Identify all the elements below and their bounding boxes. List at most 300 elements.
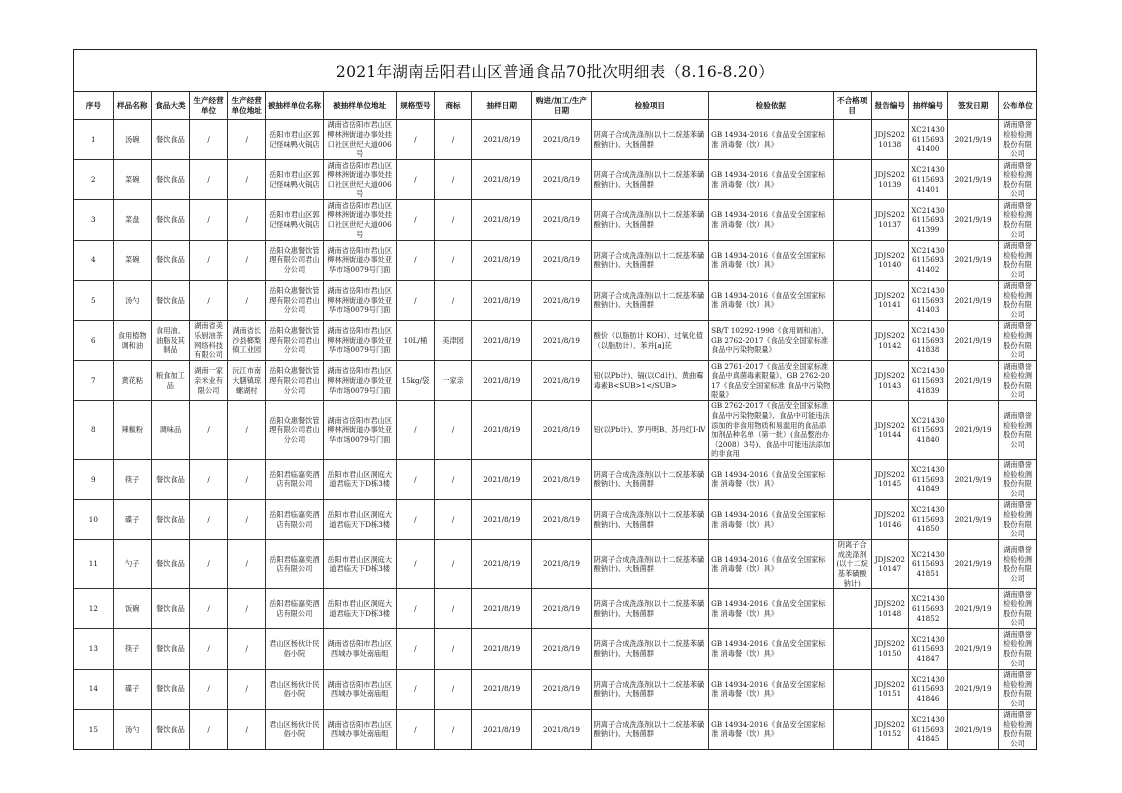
brand-cell: / <box>434 540 471 589</box>
sample-number-cell: XC21430611569341850 <box>908 500 947 540</box>
spec-model-cell: / <box>396 540 434 589</box>
sampled-unit-address-cell: 湖南省岳阳市君山区柳林洲街道办事处亚华市场0079号门面 <box>323 401 396 460</box>
test-items-cell: 铅(以Pb计)、罗丹明B、苏丹红Ⅰ-Ⅳ <box>591 401 708 460</box>
sample-name-cell: 筷子 <box>113 459 151 499</box>
sampled-unit-name-cell: 岳阳君临嘉奕酒店有限公司 <box>266 459 323 499</box>
sampling-date-cell: 2021/8/19 <box>472 500 532 540</box>
test-items-cell: 铅(以Pb计)、镉(以Cd计)、黄曲霉毒素B<SUB>1</SUB> <box>591 361 708 401</box>
table-row <box>74 589 1036 629</box>
sampled-unit-name-cell: 君山区杨伙计民俗小院 <box>266 709 323 749</box>
producer-address-cell: / <box>228 200 266 240</box>
failed-item-cell <box>833 459 871 499</box>
column-header: 被抽样单位名称 <box>266 92 323 120</box>
spec-model-cell: / <box>396 160 434 200</box>
table-row <box>74 629 1036 669</box>
brand-cell: 美津园 <box>434 320 471 360</box>
spec-model-cell: / <box>396 669 434 709</box>
column-header: 不合格项目 <box>833 92 871 120</box>
report-number-cell: JDJS20210140 <box>871 240 908 280</box>
test-basis-cell: GB 2762-2017《食品安全国家标准 食品中污染物限量》、食品中可能违法添加的非食用物质和易滥用的食品添加剂品种名单（第一批）(食品整治办（2008）3号)、食品中可能违法添加的非食用 <box>709 401 834 460</box>
spec-model-cell: / <box>396 401 434 460</box>
failed-item-cell <box>833 500 871 540</box>
table-row <box>74 401 1036 460</box>
failed-item-cell <box>833 401 871 460</box>
spec-model-cell: / <box>396 459 434 499</box>
producer-name-cell: 湖南一家亲米业有限公司 <box>189 361 227 401</box>
sample-number-cell: XC21430611569341840 <box>908 401 947 460</box>
producer-name-cell: / <box>189 280 227 320</box>
producer-address-cell: / <box>228 500 266 540</box>
sample-name-cell: 辣椒粉 <box>113 401 151 460</box>
table-body <box>74 120 1036 749</box>
test-items-cell: 阴离子合成洗涤剂(以十二烷基苯磺酸钠计)、大肠菌群 <box>591 540 708 589</box>
issue-date-cell: 2021/9/19 <box>948 120 999 160</box>
brand-cell: / <box>434 459 471 499</box>
sample-name-cell: 饭碗 <box>113 589 151 629</box>
brand-cell: / <box>434 589 471 629</box>
issue-date-cell: 2021/9/19 <box>948 459 999 499</box>
publisher-cell: 湖南鼎誉检验检测股份有限公司 <box>999 280 1036 320</box>
spec-model-cell: / <box>396 120 434 160</box>
test-basis-cell: GB 14934-2016《食品安全国家标准 消毒餐（饮）具》 <box>709 459 834 499</box>
column-header: 检验依据 <box>709 92 834 120</box>
row-number-cell: 13 <box>74 629 113 669</box>
brand-cell: / <box>434 160 471 200</box>
issue-date-cell: 2021/9/19 <box>948 200 999 240</box>
test-basis-cell: GB 14934-2016《食品安全国家标准 消毒餐（饮）具》 <box>709 709 834 749</box>
producer-address-cell: / <box>228 160 266 200</box>
row-number-cell: 3 <box>74 200 113 240</box>
sampling-date-cell: 2021/8/19 <box>472 120 532 160</box>
row-number-cell: 7 <box>74 361 113 401</box>
test-basis-cell: SB/T 10292-1998《食用调和油》、GB 2762-2017《食品安全国家标准 食品中污染物限量》 <box>709 320 834 360</box>
column-header: 检验项目 <box>591 92 708 120</box>
test-basis-cell: GB 14934-2016《食品安全国家标准 消毒餐（饮）具》 <box>709 589 834 629</box>
producer-address-cell: / <box>228 629 266 669</box>
sampled-unit-name-cell: 岳阳市君山区郭记怪味鸭火锅店 <box>266 160 323 200</box>
production-date-cell: 2021/8/19 <box>532 459 591 499</box>
sample-number-cell: XC21430611569341846 <box>908 669 947 709</box>
issue-date-cell: 2021/9/19 <box>948 240 999 280</box>
producer-name-cell: / <box>189 669 227 709</box>
table-row <box>74 240 1036 280</box>
sample-number-cell: XC21430611569341852 <box>908 589 947 629</box>
sample-name-cell: 菜碗 <box>113 160 151 200</box>
issue-date-cell: 2021/9/19 <box>948 589 999 629</box>
brand-cell: / <box>434 669 471 709</box>
test-items-cell: 阴离子合成洗涤剂(以十二烷基苯磺酸钠计)、大肠菌群 <box>591 200 708 240</box>
sample-number-cell: XC21430611569341399 <box>908 200 947 240</box>
test-basis-cell: GB 14934-2016《食品安全国家标准 消毒餐（饮）具》 <box>709 669 834 709</box>
row-number-cell: 12 <box>74 589 113 629</box>
producer-address-cell: / <box>228 589 266 629</box>
row-number-cell: 2 <box>74 160 113 200</box>
test-basis-cell: GB 14934-2016《食品安全国家标准 消毒餐（饮）具》 <box>709 540 834 589</box>
issue-date-cell: 2021/9/19 <box>948 280 999 320</box>
test-items-cell: 阴离子合成洗涤剂(以十二烷基苯磺酸钠计)、大肠菌群 <box>591 669 708 709</box>
issue-date-cell: 2021/9/19 <box>948 540 999 589</box>
failed-item-cell <box>833 709 871 749</box>
report-number-cell: JDJS20210145 <box>871 459 908 499</box>
food-category-cell: 餐饮食品 <box>151 589 189 629</box>
producer-address-cell: / <box>228 280 266 320</box>
column-header: 公布单位 <box>999 92 1036 120</box>
row-number-cell: 8 <box>74 401 113 460</box>
sample-name-cell: 黄花粘 <box>113 361 151 401</box>
food-category-cell: 餐饮食品 <box>151 240 189 280</box>
producer-name-cell: / <box>189 160 227 200</box>
sampled-unit-name-cell: 君山区杨伙计民俗小院 <box>266 629 323 669</box>
production-date-cell: 2021/8/19 <box>532 280 591 320</box>
failed-item-cell <box>833 629 871 669</box>
producer-name-cell: / <box>189 120 227 160</box>
sampled-unit-name-cell: 岳阳众惠餐饮管理有限公司君山分公司 <box>266 240 323 280</box>
producer-name-cell: / <box>189 240 227 280</box>
sampling-date-cell: 2021/8/19 <box>472 629 532 669</box>
test-basis-cell: GB 14934-2016《食品安全国家标准 消毒餐（饮）具》 <box>709 200 834 240</box>
test-items-cell: 阴离子合成洗涤剂(以十二烷基苯磺酸钠计)、大肠菌群 <box>591 120 708 160</box>
table-header-row <box>74 92 1036 120</box>
report-number-cell: JDJS20210148 <box>871 589 908 629</box>
brand-cell: / <box>434 280 471 320</box>
issue-date-cell: 2021/9/19 <box>948 709 999 749</box>
production-date-cell: 2021/8/19 <box>532 200 591 240</box>
publisher-cell: 湖南鼎誉检验检测股份有限公司 <box>999 361 1036 401</box>
table-row <box>74 540 1036 589</box>
sampled-unit-name-cell: 岳阳众惠餐饮管理有限公司君山分公司 <box>266 401 323 460</box>
report-number-cell: JDJS20210139 <box>871 160 908 200</box>
publisher-cell: 湖南鼎誉检验检测股份有限公司 <box>999 589 1036 629</box>
spec-model-cell: / <box>396 500 434 540</box>
row-number-cell: 4 <box>74 240 113 280</box>
issue-date-cell: 2021/9/19 <box>948 160 999 200</box>
sample-name-cell: 汤碗 <box>113 120 151 160</box>
sampling-date-cell: 2021/8/19 <box>472 459 532 499</box>
page-title: 2021年湖南岳阳君山区普通食品70批次明细表（8.16-8.20） <box>74 50 1036 92</box>
table-row <box>74 459 1036 499</box>
failed-item-cell: 阴离子合成洗涤剂(以十二烷基苯磺酸钠计) <box>833 540 871 589</box>
publisher-cell: 湖南鼎誉检验检测股份有限公司 <box>999 320 1036 360</box>
column-header: 商标 <box>434 92 471 120</box>
failed-item-cell <box>833 240 871 280</box>
food-category-cell: 餐饮食品 <box>151 160 189 200</box>
test-items-cell: 酸价（以脂肪计 KOH）、过氧化值（以脂肪计）、苯并[a]芘 <box>591 320 708 360</box>
sample-name-cell: 食用植物调和油 <box>113 320 151 360</box>
report-number-cell: JDJS20210141 <box>871 280 908 320</box>
sample-number-cell: XC21430611569341847 <box>908 629 947 669</box>
publisher-cell: 湖南鼎誉检验检测股份有限公司 <box>999 200 1036 240</box>
producer-address-cell: / <box>228 459 266 499</box>
producer-name-cell: / <box>189 629 227 669</box>
column-header: 生产经营单位地址 <box>228 92 266 120</box>
producer-name-cell: / <box>189 540 227 589</box>
test-basis-cell: GB 14934-2016《食品安全国家标准 消毒餐（饮）具》 <box>709 160 834 200</box>
production-date-cell: 2021/8/19 <box>532 401 591 460</box>
test-basis-cell: GB 2761-2017《食品安全国家标准 食品中真菌毒素限量》、GB 2762-2017《食品安全国家标准 食品中污染物限量》 <box>709 361 834 401</box>
producer-name-cell: / <box>189 500 227 540</box>
brand-cell: 一家亲 <box>434 361 471 401</box>
sample-name-cell: 汤勺 <box>113 709 151 749</box>
publisher-cell: 湖南鼎誉检验检测股份有限公司 <box>999 459 1036 499</box>
sampled-unit-address-cell: 湖南省岳阳市君山区柳林洲街道办事处挂口社区世纪大道006号 <box>323 120 396 160</box>
spec-model-cell: / <box>396 240 434 280</box>
sample-number-cell: XC21430611569341845 <box>908 709 947 749</box>
sampling-date-cell: 2021/8/19 <box>472 320 532 360</box>
spec-model-cell: / <box>396 280 434 320</box>
spec-model-cell: 15kg/袋 <box>396 361 434 401</box>
table-row <box>74 669 1036 709</box>
food-category-cell: 粮食加工品 <box>151 361 189 401</box>
sampling-date-cell: 2021/8/19 <box>472 240 532 280</box>
production-date-cell: 2021/8/19 <box>532 361 591 401</box>
sampled-unit-address-cell: 湖南省岳阳市君山区柳林洲街道办事处亚华市场0079号门面 <box>323 240 396 280</box>
producer-name-cell: / <box>189 589 227 629</box>
test-basis-cell: GB 14934-2016《食品安全国家标准 消毒餐（饮）具》 <box>709 240 834 280</box>
table-row <box>74 320 1036 360</box>
production-date-cell: 2021/8/19 <box>532 240 591 280</box>
producer-name-cell: / <box>189 200 227 240</box>
table-row <box>74 709 1036 749</box>
failed-item-cell <box>833 361 871 401</box>
test-basis-cell: GB 14934-2016《食品安全国家标准 消毒餐（饮）具》 <box>709 280 834 320</box>
sampled-unit-address-cell: 湖南省岳阳市君山区柳林洲街道办事处挂口社区世纪大道006号 <box>323 160 396 200</box>
producer-address-cell: / <box>228 240 266 280</box>
test-items-cell: 阴离子合成洗涤剂(以十二烷基苯磺酸钠计)、大肠菌群 <box>591 589 708 629</box>
test-items-cell: 阴离子合成洗涤剂(以十二烷基苯磺酸钠计)、大肠菌群 <box>591 459 708 499</box>
sample-name-cell: 碟子 <box>113 500 151 540</box>
test-items-cell: 阴离子合成洗涤剂(以十二烷基苯磺酸钠计)、大肠菌群 <box>591 629 708 669</box>
sampled-unit-address-cell: 湖南省岳阳市君山区柳林洲街道办事处亚华市场0079号门面 <box>323 361 396 401</box>
report-sheet <box>73 49 1037 750</box>
producer-address-cell: 湖南省长沙县榔梨镇工业园 <box>228 320 266 360</box>
sampled-unit-address-cell: 岳阳市君山区洞庭大道君临天下D栋3楼 <box>323 589 396 629</box>
test-basis-cell: GB 14934-2016《食品安全国家标准 消毒餐（饮）具》 <box>709 120 834 160</box>
failed-item-cell <box>833 280 871 320</box>
food-category-cell: 餐饮食品 <box>151 540 189 589</box>
brand-cell: / <box>434 500 471 540</box>
sampled-unit-name-cell: 岳阳市君山区郭记怪味鸭火锅店 <box>266 120 323 160</box>
production-date-cell: 2021/8/19 <box>532 540 591 589</box>
brand-cell: / <box>434 200 471 240</box>
column-header: 规格型号 <box>396 92 434 120</box>
test-items-cell: 阴离子合成洗涤剂(以十二烷基苯磺酸钠计)、大肠菌群 <box>591 280 708 320</box>
producer-address-cell: / <box>228 709 266 749</box>
sampled-unit-address-cell: 湖南省岳阳市君山区西城办事处南庙组 <box>323 629 396 669</box>
failed-item-cell <box>833 120 871 160</box>
sampling-date-cell: 2021/8/19 <box>472 401 532 460</box>
column-header: 报告编号 <box>871 92 908 120</box>
food-category-cell: 餐饮食品 <box>151 280 189 320</box>
table-row <box>74 200 1036 240</box>
food-category-cell: 食用油、油脂及其制品 <box>151 320 189 360</box>
test-basis-cell: GB 14934-2016《食品安全国家标准 消毒餐（饮）具》 <box>709 629 834 669</box>
report-number-cell: JDJS20210147 <box>871 540 908 589</box>
column-header: 样品名称 <box>113 92 151 120</box>
test-items-cell: 阴离子合成洗涤剂(以十二烷基苯磺酸钠计)、大肠菌群 <box>591 500 708 540</box>
sampled-unit-address-cell: 湖南省岳阳市君山区西城办事处南庙组 <box>323 669 396 709</box>
sample-number-cell: XC21430611569341400 <box>908 120 947 160</box>
row-number-cell: 5 <box>74 280 113 320</box>
row-number-cell: 14 <box>74 669 113 709</box>
food-category-cell: 餐饮食品 <box>151 709 189 749</box>
food-category-cell: 餐饮食品 <box>151 500 189 540</box>
publisher-cell: 湖南鼎誉检验检测股份有限公司 <box>999 401 1036 460</box>
column-header: 抽样编号 <box>908 92 947 120</box>
sampled-unit-name-cell: 君山区杨伙计民俗小院 <box>266 669 323 709</box>
row-number-cell: 11 <box>74 540 113 589</box>
food-category-cell: 餐饮食品 <box>151 459 189 499</box>
column-header: 生产经营单位 <box>189 92 227 120</box>
report-number-cell: JDJS20210150 <box>871 629 908 669</box>
spec-model-cell: / <box>396 589 434 629</box>
food-category-cell: 餐饮食品 <box>151 629 189 669</box>
sampled-unit-name-cell: 岳阳君临嘉奕酒店有限公司 <box>266 500 323 540</box>
sample-number-cell: XC21430611569341849 <box>908 459 947 499</box>
publisher-cell: 湖南鼎誉检验检测股份有限公司 <box>999 120 1036 160</box>
report-number-cell: JDJS20210144 <box>871 401 908 460</box>
failed-item-cell <box>833 669 871 709</box>
column-header: 抽样日期 <box>472 92 532 120</box>
sampled-unit-address-cell: 湖南省岳阳市君山区柳林洲街道办事处挂口社区世纪大道006号 <box>323 200 396 240</box>
column-header: 被抽样单位地址 <box>323 92 396 120</box>
publisher-cell: 湖南鼎誉检验检测股份有限公司 <box>999 160 1036 200</box>
report-number-cell: JDJS20210151 <box>871 669 908 709</box>
test-items-cell: 阴离子合成洗涤剂(以十二烷基苯磺酸钠计)、大肠菌群 <box>591 709 708 749</box>
publisher-cell: 湖南鼎誉检验检测股份有限公司 <box>999 669 1036 709</box>
food-category-cell: 调味品 <box>151 401 189 460</box>
publisher-cell: 湖南鼎誉检验检测股份有限公司 <box>999 709 1036 749</box>
producer-address-cell: 沅江市南大膳镇琼螺湖村 <box>228 361 266 401</box>
brand-cell: / <box>434 709 471 749</box>
sample-number-cell: XC21430611569341839 <box>908 361 947 401</box>
brand-cell: / <box>434 629 471 669</box>
production-date-cell: 2021/8/19 <box>532 120 591 160</box>
test-items-cell: 阴离子合成洗涤剂(以十二烷基苯磺酸钠计)、大肠菌群 <box>591 160 708 200</box>
food-category-cell: 餐饮食品 <box>151 120 189 160</box>
sample-name-cell: 汤勺 <box>113 280 151 320</box>
table-row <box>74 500 1036 540</box>
production-date-cell: 2021/8/19 <box>532 500 591 540</box>
column-header: 食品大类 <box>151 92 189 120</box>
table-row <box>74 280 1036 320</box>
production-date-cell: 2021/8/19 <box>532 160 591 200</box>
failed-item-cell <box>833 589 871 629</box>
producer-address-cell: / <box>228 669 266 709</box>
sample-number-cell: XC21430611569341851 <box>908 540 947 589</box>
sampling-date-cell: 2021/8/19 <box>472 200 532 240</box>
food-category-cell: 餐饮食品 <box>151 669 189 709</box>
sampling-date-cell: 2021/8/19 <box>472 669 532 709</box>
results-table <box>74 92 1036 749</box>
table-row <box>74 361 1036 401</box>
sampled-unit-name-cell: 岳阳众惠餐饮管理有限公司君山分公司 <box>266 361 323 401</box>
report-number-cell: JDJS20210138 <box>871 120 908 160</box>
spec-model-cell: / <box>396 629 434 669</box>
sample-name-cell: 筷子 <box>113 629 151 669</box>
table-row <box>74 120 1036 160</box>
spec-model-cell: 10L/桶 <box>396 320 434 360</box>
producer-address-cell: / <box>228 401 266 460</box>
publisher-cell: 湖南鼎誉检验检测股份有限公司 <box>999 240 1036 280</box>
producer-address-cell: / <box>228 540 266 589</box>
report-number-cell: JDJS20210142 <box>871 320 908 360</box>
brand-cell: / <box>434 401 471 460</box>
sampled-unit-name-cell: 岳阳众惠餐饮管理有限公司君山分公司 <box>266 320 323 360</box>
sample-number-cell: XC21430611569341402 <box>908 240 947 280</box>
production-date-cell: 2021/8/19 <box>532 629 591 669</box>
table-row <box>74 160 1036 200</box>
food-category-cell: 餐饮食品 <box>151 200 189 240</box>
row-number-cell: 10 <box>74 500 113 540</box>
production-date-cell: 2021/8/19 <box>532 669 591 709</box>
sampled-unit-address-cell: 岳阳市君山区洞庭大道君临天下D栋3楼 <box>323 500 396 540</box>
failed-item-cell <box>833 200 871 240</box>
sampling-date-cell: 2021/8/19 <box>472 540 532 589</box>
spec-model-cell: / <box>396 709 434 749</box>
issue-date-cell: 2021/9/19 <box>948 500 999 540</box>
column-header: 购进/加工/生产日期 <box>532 92 591 120</box>
publisher-cell: 湖南鼎誉检验检测股份有限公司 <box>999 540 1036 589</box>
producer-name-cell: 湖南省美乐厨油茶网络科技有限公司 <box>189 320 227 360</box>
issue-date-cell: 2021/9/19 <box>948 669 999 709</box>
row-number-cell: 9 <box>74 459 113 499</box>
row-number-cell: 1 <box>74 120 113 160</box>
producer-name-cell: / <box>189 459 227 499</box>
sampled-unit-address-cell: 岳阳市君山区洞庭大道君临天下D栋3楼 <box>323 540 396 589</box>
row-number-cell: 6 <box>74 320 113 360</box>
issue-date-cell: 2021/9/19 <box>948 629 999 669</box>
producer-address-cell: / <box>228 120 266 160</box>
sample-name-cell: 菜碗 <box>113 240 151 280</box>
production-date-cell: 2021/8/19 <box>532 320 591 360</box>
production-date-cell: 2021/8/19 <box>532 709 591 749</box>
sample-number-cell: XC21430611569341403 <box>908 280 947 320</box>
sampled-unit-name-cell: 岳阳君临嘉奕酒店有限公司 <box>266 589 323 629</box>
brand-cell: / <box>434 240 471 280</box>
report-number-cell: JDJS20210143 <box>871 361 908 401</box>
failed-item-cell <box>833 160 871 200</box>
column-header: 序号 <box>74 92 113 120</box>
producer-name-cell: / <box>189 709 227 749</box>
producer-name-cell: / <box>189 401 227 460</box>
spec-model-cell: / <box>396 200 434 240</box>
column-header: 签发日期 <box>948 92 999 120</box>
sample-number-cell: XC21430611569341838 <box>908 320 947 360</box>
sample-name-cell: 碟子 <box>113 669 151 709</box>
report-number-cell: JDJS20210152 <box>871 709 908 749</box>
brand-cell: / <box>434 120 471 160</box>
sample-name-cell: 勺子 <box>113 540 151 589</box>
row-number-cell: 15 <box>74 709 113 749</box>
sample-number-cell: XC21430611569341401 <box>908 160 947 200</box>
test-basis-cell: GB 14934-2016《食品安全国家标准 消毒餐（饮）具》 <box>709 500 834 540</box>
production-date-cell: 2021/8/19 <box>532 589 591 629</box>
sampling-date-cell: 2021/8/19 <box>472 361 532 401</box>
sampling-date-cell: 2021/8/19 <box>472 280 532 320</box>
sampled-unit-address-cell: 湖南省岳阳市君山区西城办事处南庙组 <box>323 709 396 749</box>
sampled-unit-name-cell: 岳阳市君山区郭记怪味鸭火锅店 <box>266 200 323 240</box>
sampled-unit-name-cell: 岳阳众惠餐饮管理有限公司君山分公司 <box>266 280 323 320</box>
publisher-cell: 湖南鼎誉检验检测股份有限公司 <box>999 500 1036 540</box>
publisher-cell: 湖南鼎誉检验检测股份有限公司 <box>999 629 1036 669</box>
failed-item-cell <box>833 320 871 360</box>
sampling-date-cell: 2021/8/19 <box>472 709 532 749</box>
sampled-unit-name-cell: 岳阳君临嘉奕酒店有限公司 <box>266 540 323 589</box>
sampled-unit-address-cell: 湖南省岳阳市君山区柳林洲街道办事处亚华市场0079号门面 <box>323 320 396 360</box>
sampled-unit-address-cell: 岳阳市君山区洞庭大道君临天下D栋3楼 <box>323 459 396 499</box>
sampling-date-cell: 2021/8/19 <box>472 160 532 200</box>
issue-date-cell: 2021/9/19 <box>948 401 999 460</box>
